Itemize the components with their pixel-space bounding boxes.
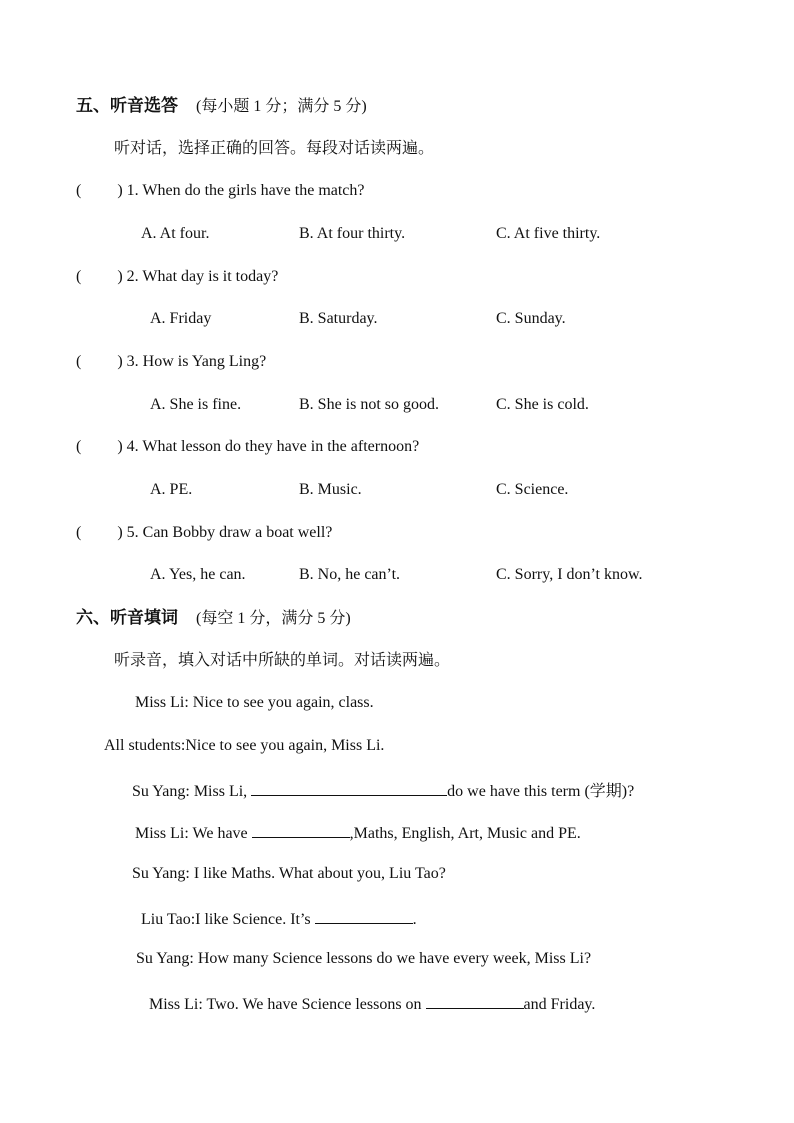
section6-instruction: 听录音，填入对话中所缺的单词。对话读两遍。 — [114, 652, 451, 669]
dialogue-line-8 — [149, 992, 595, 1015]
answer-paren-close: ) — [117, 353, 123, 370]
option-4c: C. Science. — [496, 481, 569, 498]
dialogue-line-2 — [104, 736, 384, 756]
dialogue-line-3 — [132, 779, 634, 802]
speaker-label: Su Yang: — [136, 950, 194, 967]
answer-paren-close: ) — [117, 524, 123, 541]
question-stem-1: 1. When do the girls have the match? — [126, 182, 365, 199]
answer-paren-close: ) — [117, 438, 123, 455]
option-4a: A. PE. — [150, 481, 193, 498]
option-2a: A. Friday — [150, 310, 212, 327]
dialogue-text-after: do we have this term (学期)? — [447, 783, 635, 800]
option-2b: B. Saturday. — [299, 310, 378, 327]
speaker-label: Miss Li: — [149, 996, 203, 1013]
question-2 — [76, 267, 278, 287]
dialogue-text: Nice to see you again, class. — [192, 694, 374, 711]
answer-paren-open: ( — [76, 353, 82, 370]
option-5b: B. No, he can’t. — [299, 566, 401, 583]
option-3a: A. She is fine. — [150, 396, 242, 413]
speaker-label: Su Yang: — [132, 865, 190, 882]
option-3c: C. She is cold. — [496, 396, 589, 413]
option-5c: C. Sorry, I don’t know. — [496, 566, 643, 583]
dialogue-text: I like Science. It’s — [195, 911, 315, 928]
speaker-label: Liu Tao: — [141, 911, 196, 928]
question-stem-3: 3. How is Yang Ling? — [126, 353, 267, 370]
answer-paren-open: ( — [76, 268, 82, 285]
fill-blank-3[interactable] — [315, 907, 413, 924]
fill-blank-2[interactable] — [252, 821, 350, 838]
answer-paren-open: ( — [76, 524, 82, 541]
speaker-label: Miss Li: — [135, 694, 189, 711]
speaker-label: Su Yang: — [132, 783, 190, 800]
fill-blank-4[interactable] — [426, 992, 524, 1009]
option-2c: C. Sunday. — [496, 310, 566, 327]
section6-heading — [76, 608, 351, 629]
dialogue-line-5 — [132, 864, 446, 884]
option-1c: C. At five thirty. — [496, 225, 601, 242]
option-1a: A. At four. — [141, 225, 210, 242]
question-stem-5: 5. Can Bobby draw a boat well? — [126, 524, 333, 541]
section6-title: 六、听音填词 — [76, 608, 178, 627]
section5-note: (每小题 1 分；满分 5 分) — [196, 98, 367, 115]
dialogue-text-after: ,Maths, English, Art, Music and PE. — [349, 825, 581, 842]
section5-instruction: 听对话，选择正确的回答。每段对话读两遍。 — [114, 140, 435, 157]
dialogue-line-4 — [135, 821, 581, 844]
section5-title: 五、听音选答 — [76, 96, 178, 115]
option-5a: A. Yes, he can. — [150, 566, 246, 583]
dialogue-line-1 — [135, 693, 374, 713]
speaker-label: All students: — [104, 737, 186, 754]
dialogue-text: Miss Li, — [193, 783, 252, 800]
option-4b: B. Music. — [299, 481, 362, 498]
dialogue-text: I like Maths. What about you, Liu Tao? — [193, 865, 446, 882]
dialogue-line-6 — [141, 907, 417, 930]
section5-heading — [76, 96, 367, 117]
dialogue-text: Two. We have Science lessons on — [206, 996, 426, 1013]
question-3 — [76, 352, 266, 372]
fill-blank-1[interactable] — [251, 779, 447, 796]
dialogue-text-after: and Friday. — [523, 996, 596, 1013]
speaker-label: Miss Li: — [135, 825, 189, 842]
question-1 — [76, 181, 365, 201]
option-1b: B. At four thirty. — [299, 225, 406, 242]
option-3b: B. She is not so good. — [299, 396, 440, 413]
dialogue-text-after: . — [412, 911, 417, 928]
dialogue-text: How many Science lessons do we have every week, Miss Li? — [197, 950, 592, 967]
answer-paren-open: ( — [76, 438, 82, 455]
dialogue-text: Nice to see you again, Miss Li. — [185, 737, 385, 754]
question-4 — [76, 437, 419, 457]
question-5 — [76, 523, 332, 543]
question-stem-4: 4. What lesson do they have in the afternoon? — [126, 438, 420, 455]
dialogue-line-7 — [136, 949, 591, 969]
dialogue-text: We have — [192, 825, 252, 842]
question-stem-2: 2. What day is it today? — [126, 268, 279, 285]
section6-note: (每空 1 分，满分 5 分) — [196, 610, 351, 627]
answer-paren-close: ) — [117, 268, 123, 285]
answer-paren-open: ( — [76, 182, 82, 199]
answer-paren-close: ) — [117, 182, 123, 199]
